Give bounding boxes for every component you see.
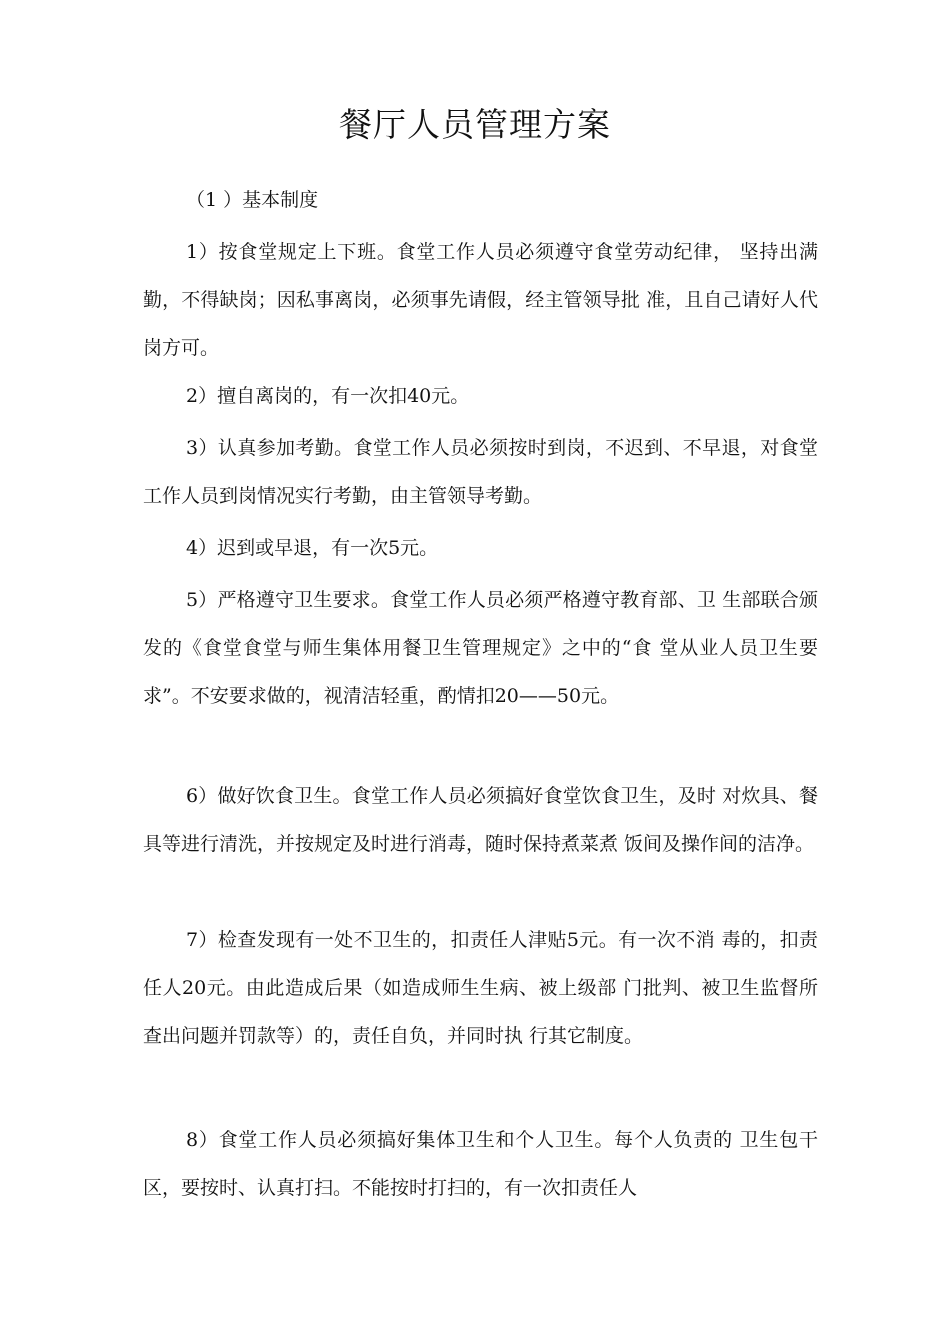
paragraph-7: 7）检查发现有一处不卫生的，扣责任人津贴5元。有一次不消 毒的，扣责任人20元。由此造成后果（如造成师生生病、被上级部 门批判、被卫生监督所查出问题并罚款等）的，责任自负，并同时执 行其它制度。 bbox=[143, 929, 818, 1047]
paragraph-4: 4）迟到或早退，有一次5元。 bbox=[186, 537, 439, 559]
paragraph-1: 1）按食堂规定上下班。食堂工作人员必须遵守食堂劳动纪律， 坚持出满勤，不得缺岗；因私事离岗，必须事先请假，经主管领导批 准，且自己请好人代岗方可。 bbox=[143, 241, 818, 359]
paragraph-3: 3）认真参加考勤。食堂工作人员必须按时到岗，不迟到、不早退，对食堂工作人员到岗情况实行考勤，由主管领导考勤。 bbox=[143, 437, 818, 507]
section-heading: （1 ）基本制度 bbox=[186, 189, 319, 211]
paragraph-5: 5）严格遵守卫生要求。食堂工作人员必须严格遵守教育部、卫 生部联合颁发的《食堂食堂与师生集体用餐卫生管理规定》之中的“食 堂从业人员卫生要求”。不安要求做的，视清洁轻重，酌情扣20——50元。 bbox=[143, 589, 818, 707]
document-title: 餐厅人员管理方案 bbox=[339, 105, 611, 144]
paragraph-6: 6）做好饮食卫生。食堂工作人员必须搞好食堂饮食卫生，及时 对炊具、餐具等进行清洗，并按规定及时进行消毒，随时保持煮菜煮 饭间及操作间的洁净。 bbox=[143, 785, 818, 855]
paragraph-2: 2）擅自离岗的，有一次扣40元。 bbox=[186, 385, 470, 407]
paragraph-8: 8）食堂工作人员必须搞好集体卫生和个人卫生。每个人负责的 卫生包干区，要按时、认真打扫。不能按时打扫的，有一次扣责任人 bbox=[143, 1129, 818, 1199]
